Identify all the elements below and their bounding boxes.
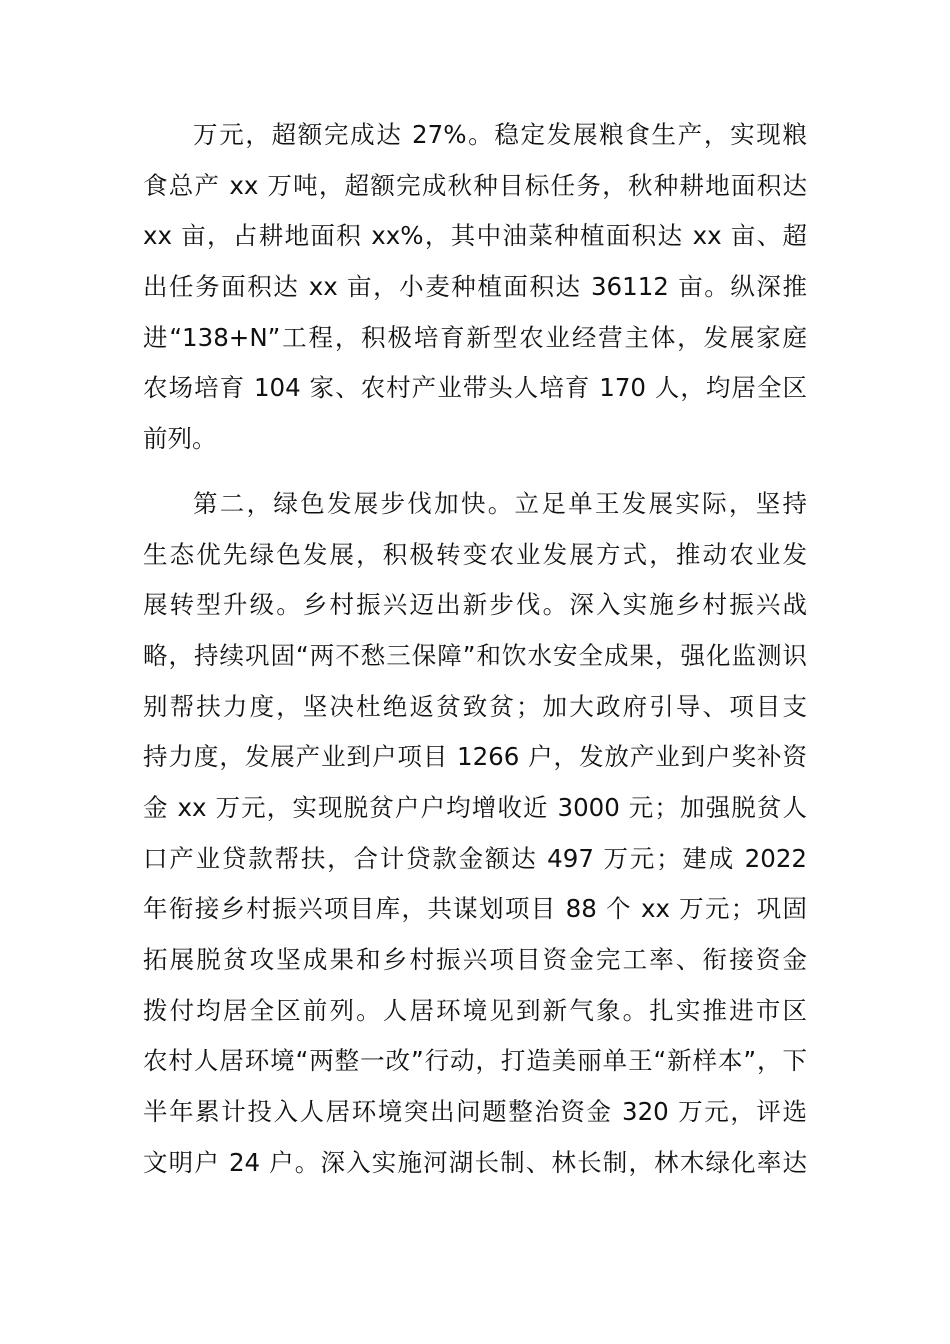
text-line: 生态优先绿色发展，积极转变农业发展方式，推动农业发 xyxy=(143,539,807,569)
text-line: 半年累计投入人居环境突出问题整治资金 320 万元，评选 xyxy=(143,1097,807,1127)
text-line: 食总产 xx 万吨，超额完成秋种目标任务，秋种耕地面积达 xyxy=(143,170,807,200)
document-page xyxy=(143,116,807,1194)
text-line: 第二，绿色发展步伐加快。立足单王发展实际，坚持 xyxy=(193,488,807,518)
paragraph-1 xyxy=(143,116,807,471)
text-line: 金 xx 万元，实现脱贫户户均增收近 3000 元；加强脱贫人 xyxy=(143,792,807,822)
text-line: 年衔接乡村振兴项目库，共谋划项目 88 个 xx 万元；巩固 xyxy=(143,894,807,924)
text-line: 拨付均居全区前列。人居环境见到新气象。扎实推进市区 xyxy=(143,995,807,1025)
paragraph-2 xyxy=(143,485,807,1195)
text-line: 拓展脱贫攻坚成果和乡村振兴项目资金完工率、衔接资金 xyxy=(143,945,807,974)
text-line: 略，持续巩固“两不愁三保障”和饮水安全成果，强化监测识 xyxy=(143,640,807,670)
text-line: 农村人居环境“两整一改”行动，打造美丽单王“新样本”，下 xyxy=(143,1046,807,1076)
text-line: 农场培育 104 家、农村产业带头人培育 170 人，均居全区 xyxy=(143,373,807,403)
text-line: 持力度，发展产业到户项目 1266 户，发放产业到户奖补资 xyxy=(143,742,807,772)
text-line: xx 亩，占耕地面积 xx%，其中油菜种植面积达 xx 亩、超 xyxy=(143,221,807,251)
text-line: 出任务面积达 xx 亩，小麦种植面积达 36112 亩。纵深推 xyxy=(143,272,807,302)
text-line: 进“138+N”工程，积极培育新型农业经营主体，发展家庭 xyxy=(143,322,807,352)
text-line: 展转型升级。乡村振兴迈出新步伐。深入实施乡村振兴战 xyxy=(143,590,807,620)
text-line: 口产业贷款帮扶，合计贷款金额达 497 万元；建成 2022 xyxy=(143,843,807,873)
text-line: 别帮扶力度，坚决杜绝返贫致贫；加大政府引导、项目支 xyxy=(143,691,807,721)
text-line: 文明户 24 户。深入实施河湖长制、林长制，林木绿化率达 xyxy=(143,1147,807,1177)
text-line: 前列。 xyxy=(143,424,217,454)
text-line: 万元，超额完成达 27%。稳定发展粮食生产，实现粮 xyxy=(193,120,807,149)
